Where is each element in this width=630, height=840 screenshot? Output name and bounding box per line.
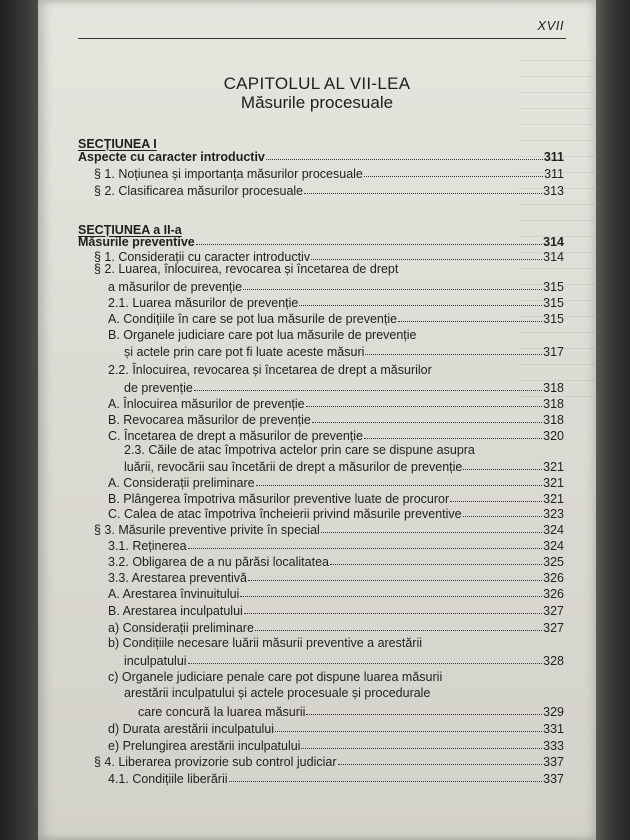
toc-section-title-1 — [78, 146, 564, 164]
toc-page: 314 — [543, 250, 564, 264]
leader-dots — [196, 244, 542, 245]
toc-entry-text: luării, revocării sau încetării de drept a măsurilor de prevenție — [124, 460, 463, 474]
toc-entry — [124, 341, 564, 359]
toc-entry-line: c) Organele judiciare penale care pot dispune luarea măsurii — [108, 670, 443, 684]
toc-entry — [138, 701, 564, 719]
toc-entry — [108, 718, 564, 736]
toc-page: 326 — [543, 571, 564, 585]
leader-dots — [321, 532, 542, 533]
toc-page: 311 — [544, 167, 564, 181]
section-heading-2: SECȚIUNEA a II-a — [78, 223, 182, 237]
leader-dots — [306, 714, 542, 715]
leader-dots — [330, 564, 542, 565]
leader-dots — [463, 469, 542, 470]
leader-dots — [256, 485, 543, 486]
chapter-title: CAPITOLUL AL VII-LEA — [223, 74, 411, 93]
toc-entry-text: § 4. Liberarea provizorie sub control judiciar — [94, 755, 337, 769]
toc-page: 315 — [543, 312, 564, 326]
toc-entry-text: inculpatului — [124, 654, 187, 668]
toc-entry-text: 3.3. Arestarea preventivă — [108, 571, 247, 585]
toc-entry-text: A. Considerații preliminare — [108, 476, 255, 490]
leader-dots — [248, 580, 542, 581]
toc-page: 326 — [543, 587, 564, 601]
leader-dots — [194, 390, 542, 391]
toc-entry-text: Măsurile preventive — [78, 235, 195, 249]
leader-dots — [364, 176, 543, 177]
toc-entry-text: Aspecte cu caracter introductiv — [78, 150, 265, 164]
toc-entry — [108, 617, 564, 635]
toc-entry — [108, 308, 564, 326]
toc-entry-text: a) Considerații preliminare — [108, 621, 254, 635]
toc-entry — [94, 163, 564, 181]
book-page — [38, 0, 596, 840]
leader-dots — [365, 354, 542, 355]
toc-page: 324 — [543, 539, 564, 553]
leader-dots — [398, 321, 542, 322]
leader-dots — [188, 548, 543, 549]
toc-entry — [94, 751, 564, 769]
toc-entry-line: b) Condițiile necesare luării măsurii preventive a arestării — [108, 636, 423, 650]
leader-dots — [338, 764, 543, 765]
toc-page: 317 — [543, 345, 564, 359]
toc-entry — [108, 600, 564, 618]
toc-page: 324 — [543, 523, 564, 537]
toc-page: 321 — [543, 460, 564, 474]
book-binding-left — [0, 0, 38, 840]
toc-entry-line: 2.2. Înlocuirea, revocarea și încetarea de drept a măsurilor — [108, 363, 432, 377]
toc-entry-line: § 2. Luarea, înlocuirea, revocarea și încetarea de drept — [94, 262, 399, 276]
book-binding-right — [596, 0, 630, 840]
chapter-subtitle: Măsurile procesuale — [240, 93, 394, 112]
toc-page: 323 — [543, 507, 564, 521]
leader-dots — [244, 613, 542, 614]
toc-entry-text: d) Durata arestării inculpatului — [108, 722, 275, 736]
toc-page: 321 — [543, 492, 564, 506]
toc-entry-text: B. Plângerea împotriva măsurilor preventive luate de procuror — [108, 492, 450, 506]
toc-page: 318 — [543, 413, 564, 427]
leader-dots — [364, 438, 542, 439]
leader-dots — [229, 781, 543, 782]
leader-dots — [463, 516, 543, 517]
toc-page: 337 — [543, 772, 564, 786]
toc-page: 311 — [543, 150, 564, 164]
toc-entry-text: § 3. Măsurile preventive privite în special — [94, 523, 320, 537]
toc-page: 337 — [543, 755, 564, 769]
toc-entry-text: care concură la luarea măsurii — [138, 705, 306, 719]
toc-page: 315 — [543, 296, 564, 310]
toc-entry — [108, 425, 564, 443]
leader-dots — [301, 748, 542, 749]
leader-dots — [243, 289, 542, 290]
toc-entry — [94, 180, 564, 198]
toc-page: 329 — [543, 705, 564, 719]
toc-entry-text: § 1. Considerații cu caracter introductiv — [94, 250, 311, 264]
toc-entry-text: B. Arestarea inculpatului — [108, 604, 243, 618]
toc-entry-text: C. Încetarea de drept a măsurilor de prevenție — [108, 429, 363, 443]
header-rule — [78, 38, 566, 39]
toc-page: 314 — [543, 235, 564, 249]
leader-dots — [299, 305, 542, 306]
toc-entry-line: B. Organele judiciare care pot lua măsurile de prevenție — [108, 328, 417, 342]
toc-entry-text: A. Înlocuirea măsurilor de prevenție — [108, 397, 305, 411]
toc-page: 315 — [543, 280, 564, 294]
toc-entry-text: § 2. Clasificarea măsurilor procesuale — [94, 184, 304, 198]
toc-entry — [108, 768, 564, 786]
toc-page: 328 — [543, 654, 564, 668]
toc-entry-text: B. Revocarea măsurilor de prevenție — [108, 413, 311, 427]
toc-entry-text: și actele prin care pot fi luate aceste măsuri — [124, 345, 365, 359]
leader-dots — [188, 663, 543, 664]
toc-page: 327 — [543, 604, 564, 618]
toc-page: 320 — [543, 429, 564, 443]
leader-dots — [306, 406, 543, 407]
toc-page: 333 — [543, 739, 564, 753]
toc-page: 327 — [543, 621, 564, 635]
leader-dots — [311, 259, 542, 260]
leader-dots — [240, 596, 542, 597]
leader-dots — [255, 630, 542, 631]
toc-entry-text: A. Condițiile în care se pot lua măsurile de prevenție — [108, 312, 398, 326]
toc-entry — [124, 650, 564, 668]
toc-entry-text: de prevenție — [124, 381, 193, 395]
leader-dots — [275, 731, 542, 732]
page-number: XVII — [537, 18, 564, 33]
toc-page: 313 — [543, 184, 564, 198]
toc-entry-text: A. Arestarea învinuitului — [108, 587, 240, 601]
leader-dots — [450, 501, 542, 502]
toc-entry-text: C. Calea de atac împotriva încheierii privind măsurile preventive — [108, 507, 462, 521]
leader-dots — [266, 159, 543, 160]
toc-entry-text: a măsurilor de prevenție — [108, 280, 243, 294]
toc-entry-text: 3.2. Obligarea de a nu părăsi localitatea — [108, 555, 329, 569]
toc-entry — [108, 583, 564, 601]
toc-entry-line: arestării inculpatului și actele procesuale și procedurale — [124, 686, 431, 700]
section-heading-1: SECȚIUNEA I — [78, 137, 157, 151]
leader-dots — [304, 193, 542, 194]
toc-page: 321 — [543, 476, 564, 490]
toc-page: 325 — [543, 555, 564, 569]
toc-entry-text: 3.1. Reținerea — [108, 539, 187, 553]
toc-entry-line: 2.3. Căile de atac împotriva actelor prin care se dispune asupra — [124, 443, 475, 457]
toc-entry-text: 4.1. Condițiile liberării — [108, 772, 228, 786]
leader-dots — [312, 422, 542, 423]
toc-page: 331 — [543, 722, 564, 736]
toc-page: 318 — [543, 397, 564, 411]
toc-page: 318 — [543, 381, 564, 395]
toc-entry-text: e) Prelungirea arestării inculpatului — [108, 739, 301, 753]
toc-entry-text: § 1. Noțiunea și importanța măsurilor procesuale — [94, 167, 363, 181]
toc-entry-text: 2.1. Luarea măsurilor de prevenție — [108, 296, 299, 310]
